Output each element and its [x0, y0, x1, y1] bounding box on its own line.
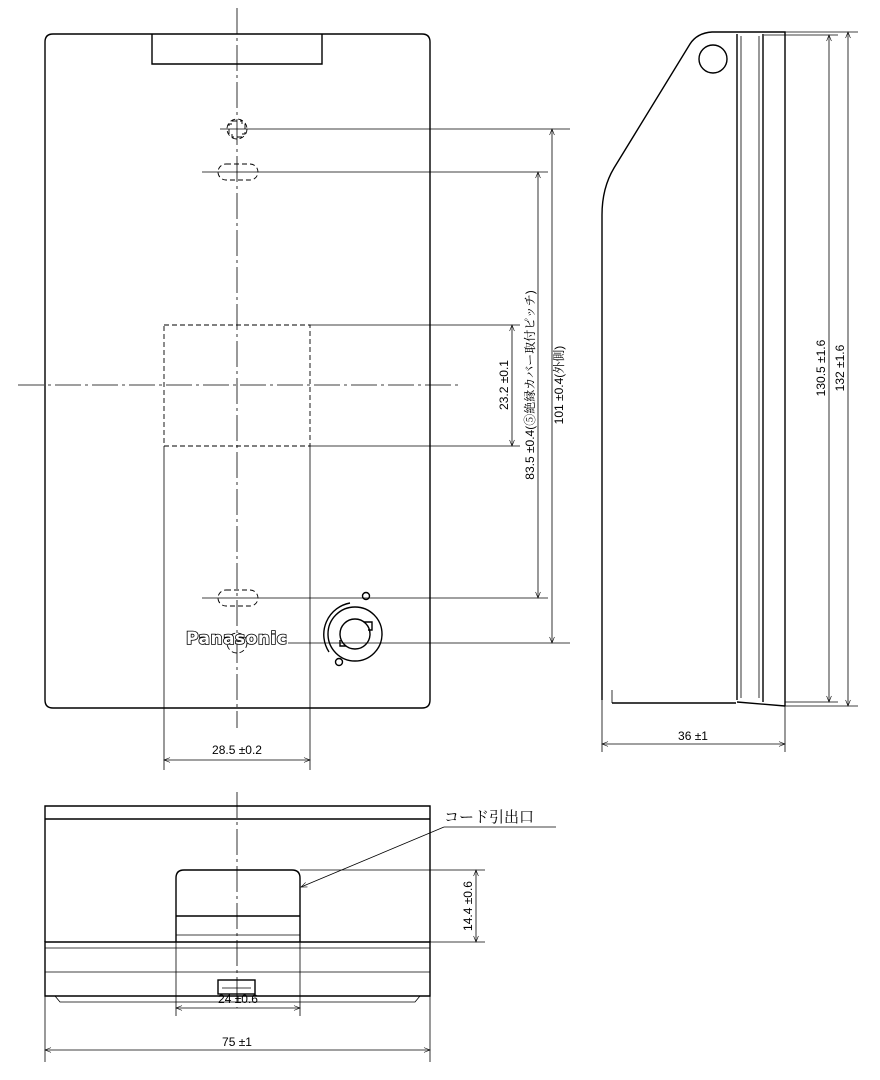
front-view: [18, 8, 570, 770]
top-screw-hole: [220, 119, 570, 139]
front-body-outline: [45, 34, 430, 708]
dim-36: [602, 700, 785, 752]
side-bottom-right: [737, 702, 785, 706]
cord-outlet-opening: [176, 870, 300, 942]
dim-132: [833, 32, 848, 706]
dim-24: [176, 942, 300, 1016]
cord-outlet-label: コード引出口: [444, 808, 535, 826]
dim-23-2-label: 23.2 ±0.1: [497, 360, 511, 410]
dim-101-label: 101 ±0.4(外側): [552, 345, 566, 425]
dim-36-label: 36 ±1: [678, 729, 708, 743]
dim-132-label: 132 ±1.6: [833, 344, 847, 392]
upper-slot: [202, 164, 548, 180]
side-view: [602, 32, 858, 752]
dim-83-5-label: 83.5 ±0.4(⑤絶縁カバー取付ピッチ): [523, 290, 537, 480]
dim-83-5: [522, 172, 538, 598]
dial-knob: [324, 593, 382, 666]
side-body-outline: [602, 32, 785, 706]
hanging-hole: [699, 45, 727, 73]
lower-slot: [202, 590, 548, 606]
dim-28-5-label: 28.5 ±0.2: [212, 743, 262, 757]
bottom-view: [45, 792, 556, 1062]
dim-24-label: 24 ±0.6: [218, 992, 258, 1006]
bottom-body-outline: [45, 806, 430, 942]
dim-14-4: [300, 870, 485, 942]
dim-23-2: [497, 325, 512, 446]
dim-101: [552, 129, 566, 643]
dim-130-5: [814, 35, 829, 702]
dim-14-4-label: 14.4 ±0.6: [461, 881, 475, 931]
brand-logo-text: Panasonic: [186, 629, 288, 649]
dim-75-label: 75 ±1: [222, 1035, 252, 1049]
dim-130-5-label: 130.5 ±1.6: [814, 339, 828, 397]
cord-outlet-leader: [301, 827, 444, 887]
